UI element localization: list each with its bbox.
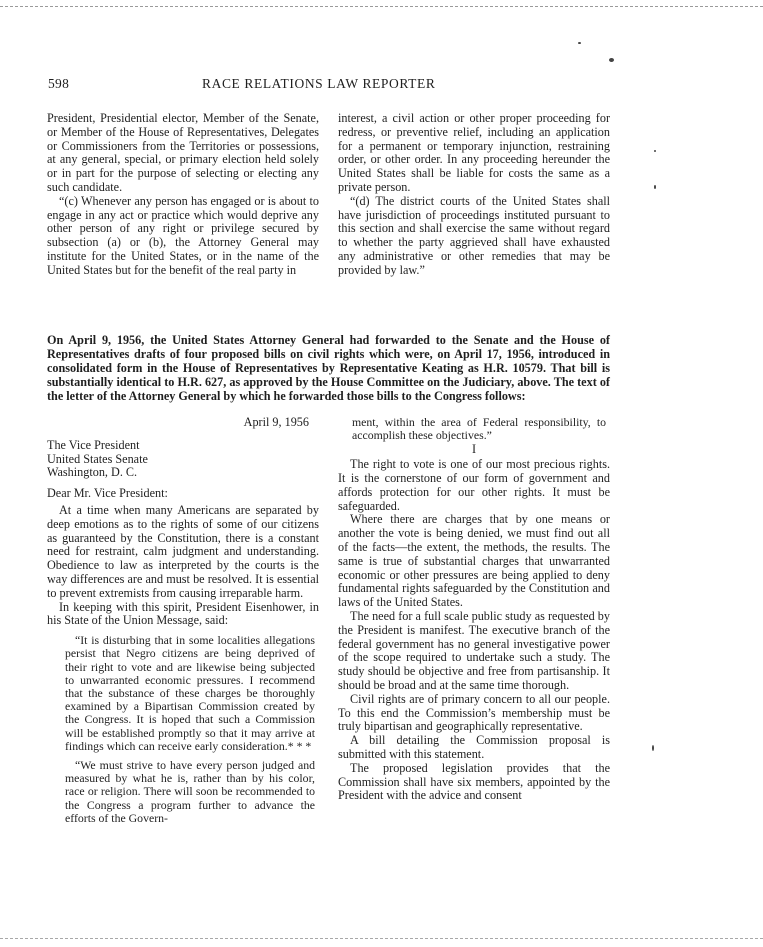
letter-salutation: Dear Mr. Vice President:: [47, 486, 168, 501]
letter-left-column: [47, 416, 319, 825]
section-number: I: [471, 442, 477, 457]
letter-date: April 9, 1956: [243, 415, 309, 429]
scan-edge-bottom: [0, 938, 763, 939]
block-quote: “It is disturbing that in some localities allegations persist that Negro citizens are being deprived of their right to vote and are likewise being subjected to unwarranted economic pressures. I recommend that the substance of these charges be thoroughly examined by a Bipartisan Commission created by the Congress. It is hoped that such a Commission will be established promptly so that it may arrive at findings which can receive early consideration.* * *: [65, 633, 315, 753]
scan-speck: [609, 58, 614, 62]
address-line: The Vice President: [47, 437, 140, 452]
statute-right-column: [338, 112, 610, 278]
letter-paragraph: A bill detailing the Commission proposal is submitted with this statement.: [338, 733, 610, 761]
statute-paragraph: interest, a civil action or other proper proceeding for redress, or preventive relief, including an application for a permanent or temporary injunction, restraining order, or other order. In any proceeding hereunder the United States shall be liable for costs the same as a private person.: [338, 111, 610, 194]
scan-speck: [652, 745, 654, 751]
page-header: [48, 76, 610, 94]
running-title: RACE RELATIONS LAW REPORTER: [202, 76, 436, 91]
statute-paragraph: President, Presidential elector, Member of the Senate, or Member of the House of Representatives, Delegates or Commissioners from the Territories or possessions, at any general, special, or primary election held solely or in part for the purpose of selecting or electing any such candidate.: [47, 111, 319, 194]
page-number: 598: [48, 76, 70, 91]
letter-paragraph: Civil rights are of primary concern to all our people. To this end the Commission’s membership must be truly bipartisan and geographically representative.: [338, 691, 610, 734]
letter-paragraph: The right to vote is one of our most precious rights. It is the cornerstone of our form of government and affords protection for our other rights. It must be safeguarded.: [338, 457, 610, 513]
letter-right-column: [338, 416, 610, 803]
letter-paragraph: The need for a full scale public study as requested by the President is manifest. The executive branch of the federal government has no general investigative power of the scope required to undertake such a study. The study should be objective and free from partisanship. It should be broad and at the same time thorough.: [338, 608, 610, 692]
scan-speck: [578, 42, 581, 44]
scan-speck: [654, 185, 656, 189]
letter-paragraph: The proposed legislation provides that the Commission shall have six members, appointed by the President with the advice and consent: [338, 760, 610, 803]
block-quote: “We must strive to have every person judged and measured by what he is, rather than by his color, race or religion. There will soon be recommended to the Congress a program further to advance the efforts of the Govern-: [65, 757, 315, 825]
scan-edge-top: [0, 6, 763, 7]
statute-paragraph: “(c) Whenever any person has engaged or is about to engage in any act or practice which would deprive any other person of any right or privilege secured by subsection (a) or (b), the Attorney General may institute for the United States, or in the name of the United States but for the benefit of the real party in: [47, 193, 319, 277]
editorial-note: On April 9, 1956, the United States Attorney General had forwarded to the Senate and the House of Representatives drafts of four proposed bills on civil rights which were, on April 17, 1956, introduced in consolidated form in the House of Representatives by Representative Keating as H.R. 10579. That bill is substantially identical to H.R. 627, as approved by the House Committee on the Judiciary, above. The text of the letter of the Attorney General by which he forwarded those bills to the Congress follows:: [47, 333, 610, 403]
letter-paragraph: At a time when many Americans are separated by deep emotions as to the rights of some of our citizens as guaranteed by the Constitution, there is a constant need for restraint, calm judgment and understanding. Obedience to law as interpreted by the courts is the way differences are and must be resolved. It is essential to prevent extremists from causing irreparable harm.: [47, 502, 319, 600]
address-line: Washington, D. C.: [47, 465, 138, 480]
scan-speck: [654, 150, 656, 152]
letter-paragraph: In keeping with this spirit, President Eisenhower, in his State of the Union Message, said:: [47, 599, 319, 628]
block-quote-continued: ment, within the area of Federal responsibility, to accomplish these objectives.”: [352, 415, 606, 443]
statute-paragraph: “(d) The district courts of the United States shall have jurisdiction of proceedings instituted pursuant to this section and shall exercise the same without regard to whether the party aggrieved shall have exhausted any administrative or other remedies that may be provided by law.”: [338, 193, 610, 277]
address-line: United States Senate: [47, 451, 148, 466]
statute-left-column: [47, 112, 319, 278]
letter-paragraph: Where there are charges that by one means or another the vote is being denied, we must find out all of the facts—the extent, the methods, the results. The same is true of substantial charges that unwarranted economic or other pressures are being applied to deny fundamental rights safeguarded by the Constitution and laws of the United States.: [338, 512, 610, 610]
